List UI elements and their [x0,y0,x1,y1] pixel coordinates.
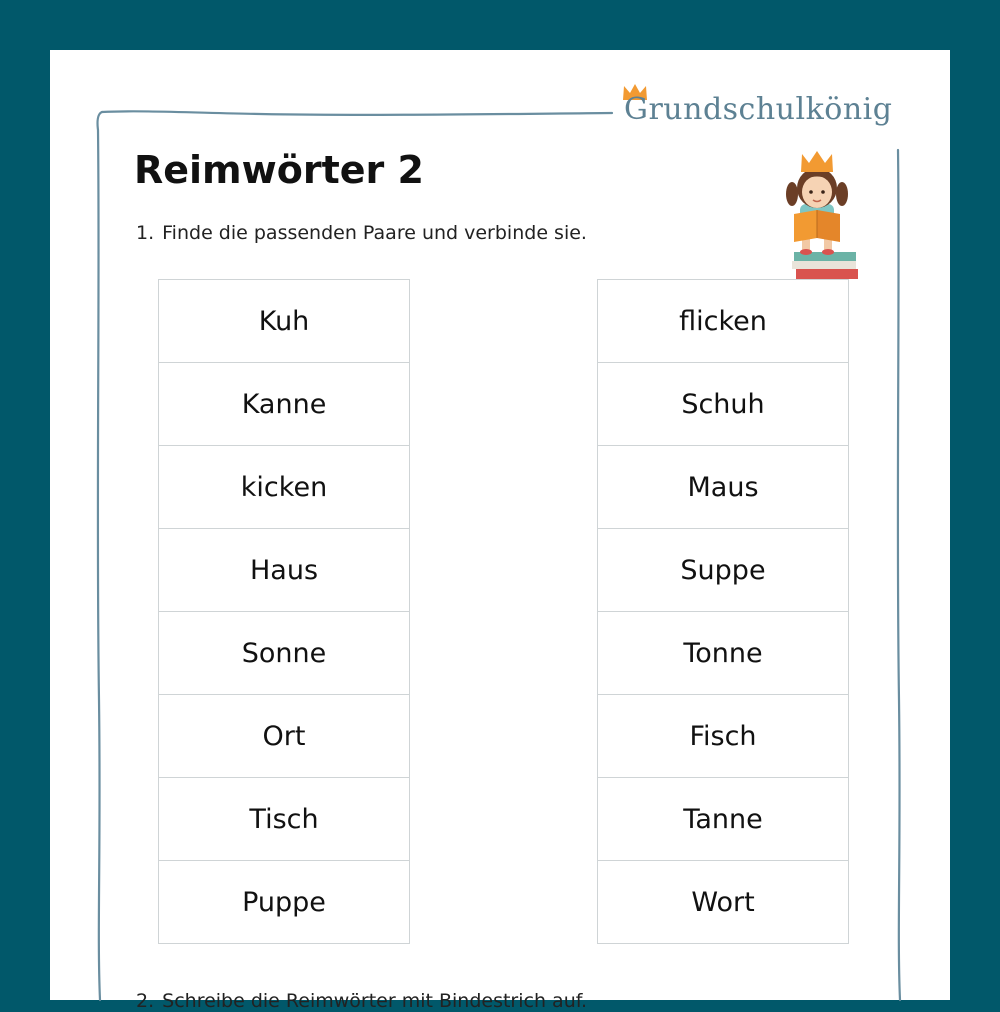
left-word-cell: Haus [159,529,410,612]
table-row [159,363,410,446]
table-row [159,612,410,695]
task-1-text: Finde die passenden Paare und verbinde sie. [162,222,587,244]
task-1-instruction [136,222,587,244]
left-word-cell: Kuh [159,280,410,363]
right-word-cell: Maus [598,446,849,529]
task-2-instruction [136,990,587,1012]
right-word-cell: Tanne [598,778,849,861]
table-row [598,778,849,861]
left-word-table [158,279,410,944]
worksheet-page [50,50,950,1012]
brand-logo: Grundschulkönig [624,92,893,127]
table-row [159,446,410,529]
left-word-cell: Kanne [159,363,410,446]
table-row [598,280,849,363]
table-row [598,861,849,944]
right-word-cell: Tonne [598,612,849,695]
table-row [159,529,410,612]
right-word-table [597,279,849,944]
left-word-cell: Puppe [159,861,410,944]
table-row [598,529,849,612]
reading-girl-icon [780,146,862,280]
left-word-cell: kicken [159,446,410,529]
right-word-cell: Fisch [598,695,849,778]
left-word-cell: Tisch [159,778,410,861]
table-row [159,861,410,944]
right-word-cell: Suppe [598,529,849,612]
table-row [598,612,849,695]
table-row [159,280,410,363]
left-word-cell: Ort [159,695,410,778]
table-row [598,695,849,778]
table-row [159,695,410,778]
table-row [598,363,849,446]
page-title: Reimwörter 2 [134,148,424,192]
table-row [159,778,410,861]
task-2-number: 2. [136,990,155,1012]
task-2-text: Schreibe die Reimwörter mit Bindestrich auf. [162,990,588,1012]
task-1-number: 1. [136,222,155,244]
left-word-cell: Sonne [159,612,410,695]
table-row [598,446,849,529]
right-word-cell: Schuh [598,363,849,446]
right-word-cell: Wort [598,861,849,944]
right-word-cell: flicken [598,280,849,363]
